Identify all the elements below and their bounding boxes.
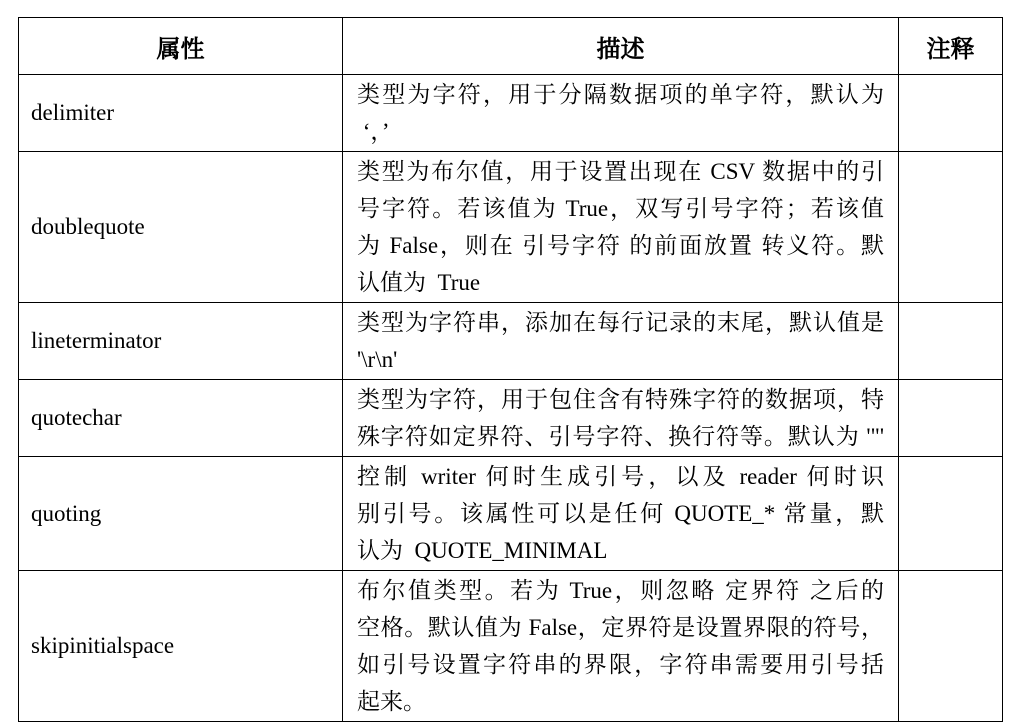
table-row — [19, 457, 1003, 571]
attribute-description — [343, 380, 899, 457]
attribute-name: delimiter — [19, 75, 343, 152]
attribute-note — [899, 457, 1003, 571]
attribute-note — [899, 75, 1003, 152]
attribute-name: quotechar — [19, 380, 343, 457]
table-row — [19, 571, 1003, 722]
csv-attributes-table — [18, 17, 1003, 722]
description-line: 布尔值类型。若为 True，则忽略 定界符 之后的 — [357, 578, 884, 603]
table-row — [19, 152, 1003, 303]
attribute-name: doublequote — [19, 152, 343, 303]
attribute-description — [343, 457, 899, 571]
description-line: 类型为字符，用于分隔数据项的单字符，默认为 — [357, 82, 884, 107]
attribute-name: lineterminator — [19, 303, 343, 380]
description-line: 类型为字符，用于包住含有特殊字符的数据项，特 — [357, 387, 884, 412]
header-attribute: 属性 — [19, 18, 343, 75]
attribute-description — [343, 571, 899, 722]
table-row — [19, 303, 1003, 380]
description-line: 起来。 — [357, 689, 426, 714]
description-line: 殊字符如定界符、引号字符、换行符等。默认为 '"' — [357, 424, 884, 449]
description-line: 认为 QUOTE_MINIMAL — [357, 538, 608, 563]
table-row — [19, 75, 1003, 152]
description-line: 认值为 True — [357, 270, 481, 295]
attribute-name: quoting — [19, 457, 343, 571]
description-line: 控制 writer 何时生成引号，以及 reader 何时识 — [357, 464, 884, 489]
header-row — [19, 18, 1003, 75]
attribute-name: skipinitialspace — [19, 571, 343, 722]
table-row — [19, 380, 1003, 457]
description-line: 号字符。若该值为 True，双写引号字符；若该值 — [357, 196, 884, 221]
description-line: 类型为字符串，添加在每行记录的末尾，默认值是 — [357, 310, 884, 335]
description-line: ‘，’ — [357, 119, 390, 144]
description-line: 如引号设置字符串的界限，字符串需要用引号括 — [357, 652, 884, 677]
attribute-description — [343, 303, 899, 380]
attribute-description — [343, 75, 899, 152]
attribute-description — [343, 152, 899, 303]
description-line: 为 False，则在 引号字符 的前面放置 转义符。默 — [357, 233, 884, 258]
description-line: 别引号。该属性可以是任何 QUOTE_* 常量，默 — [357, 501, 884, 526]
attribute-note — [899, 303, 1003, 380]
attribute-note — [899, 152, 1003, 303]
header-description: 描述 — [343, 18, 899, 75]
description-line: '\r\n' — [357, 347, 398, 372]
description-line: 空格。默认值为 False，定界符是设置界限的符号， — [357, 615, 884, 640]
attribute-note — [899, 571, 1003, 722]
attribute-note — [899, 380, 1003, 457]
description-line: 类型为布尔值，用于设置出现在 CSV 数据中的引 — [357, 159, 884, 184]
header-note: 注释 — [899, 18, 1003, 75]
